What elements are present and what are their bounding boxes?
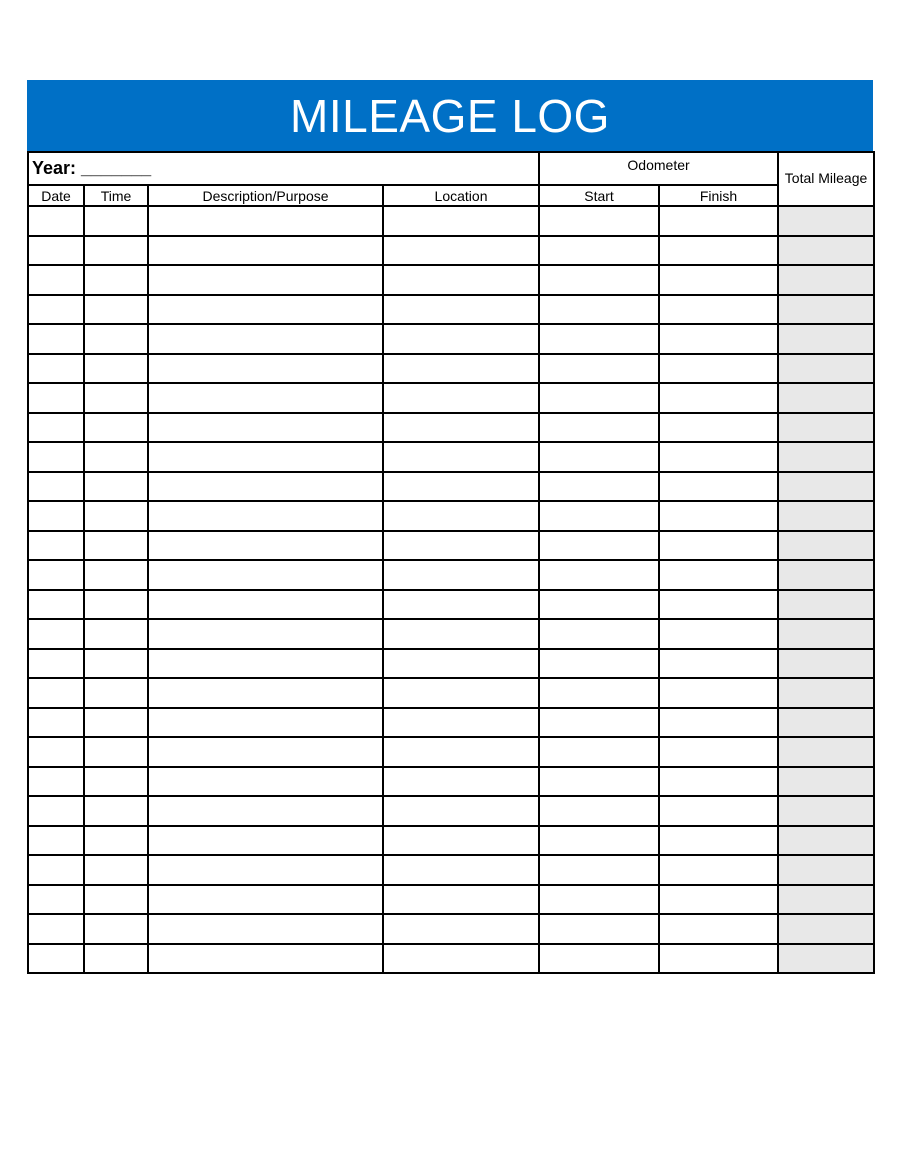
date-cell[interactable] [28, 796, 84, 826]
start-cell[interactable] [539, 531, 659, 561]
total-mileage-cell[interactable] [778, 708, 874, 738]
start-cell[interactable] [539, 354, 659, 384]
location-cell[interactable] [383, 295, 539, 325]
location-cell[interactable] [383, 619, 539, 649]
table-row [28, 324, 874, 354]
total-mileage-cell[interactable] [778, 265, 874, 295]
table-row [28, 560, 874, 590]
finish-cell[interactable] [659, 472, 778, 502]
finish-cell[interactable] [659, 354, 778, 384]
start-cell[interactable] [539, 796, 659, 826]
date-cell[interactable] [28, 442, 84, 472]
description-cell[interactable] [148, 501, 383, 531]
start-cell[interactable] [539, 383, 659, 413]
time-cell[interactable] [84, 796, 148, 826]
total-mileage-cell[interactable] [778, 560, 874, 590]
table-row [28, 501, 874, 531]
date-cell[interactable] [28, 737, 84, 767]
time-cell[interactable] [84, 531, 148, 561]
start-cell[interactable] [539, 590, 659, 620]
location-cell[interactable] [383, 914, 539, 944]
description-cell[interactable] [148, 442, 383, 472]
time-cell[interactable] [84, 649, 148, 679]
location-cell[interactable] [383, 590, 539, 620]
finish-cell[interactable] [659, 796, 778, 826]
location-cell[interactable] [383, 855, 539, 885]
table-row [28, 944, 874, 974]
finish-cell[interactable] [659, 944, 778, 974]
finish-cell[interactable] [659, 855, 778, 885]
finish-cell[interactable] [659, 560, 778, 590]
time-cell[interactable] [84, 472, 148, 502]
time-cell[interactable] [84, 206, 148, 236]
date-cell[interactable] [28, 678, 84, 708]
description-cell[interactable] [148, 295, 383, 325]
description-cell[interactable] [148, 619, 383, 649]
finish-cell[interactable] [659, 708, 778, 738]
total-mileage-cell[interactable] [778, 737, 874, 767]
table-row [28, 442, 874, 472]
description-cell[interactable] [148, 678, 383, 708]
finish-cell[interactable] [659, 265, 778, 295]
time-cell[interactable] [84, 708, 148, 738]
location-cell[interactable] [383, 206, 539, 236]
mileage-log-table [27, 151, 875, 974]
finish-cell[interactable] [659, 413, 778, 443]
description-cell[interactable] [148, 206, 383, 236]
date-cell[interactable] [28, 501, 84, 531]
description-cell[interactable] [148, 383, 383, 413]
description-cell[interactable] [148, 826, 383, 856]
description-cell[interactable] [148, 767, 383, 797]
table-row [28, 206, 874, 236]
start-cell[interactable] [539, 560, 659, 590]
description-cell[interactable] [148, 708, 383, 738]
start-cell[interactable] [539, 413, 659, 443]
date-cell[interactable] [28, 236, 84, 266]
description-cell[interactable] [148, 472, 383, 502]
description-cell[interactable] [148, 590, 383, 620]
location-cell[interactable] [383, 354, 539, 384]
start-cell[interactable] [539, 708, 659, 738]
description-cell[interactable] [148, 324, 383, 354]
table-row [28, 826, 874, 856]
start-cell[interactable] [539, 619, 659, 649]
total-mileage-cell[interactable] [778, 914, 874, 944]
location-cell[interactable] [383, 236, 539, 266]
date-cell[interactable] [28, 560, 84, 590]
total-mileage-cell[interactable] [778, 295, 874, 325]
time-cell[interactable] [84, 944, 148, 974]
date-cell[interactable] [28, 206, 84, 236]
table-row [28, 885, 874, 915]
start-cell[interactable] [539, 826, 659, 856]
table-row [28, 354, 874, 384]
total-mileage-cell[interactable] [778, 885, 874, 915]
page-title: MILEAGE LOG [27, 80, 873, 151]
finish-cell[interactable] [659, 442, 778, 472]
date-cell[interactable] [28, 855, 84, 885]
finish-cell[interactable] [659, 501, 778, 531]
start-cell[interactable] [539, 944, 659, 974]
location-cell[interactable] [383, 678, 539, 708]
start-cell[interactable] [539, 767, 659, 797]
finish-cell[interactable] [659, 737, 778, 767]
date-cell[interactable] [28, 649, 84, 679]
total-mileage-cell[interactable] [778, 206, 874, 236]
location-cell[interactable] [383, 472, 539, 502]
total-mileage-header: Total Mileage [778, 152, 874, 206]
description-cell[interactable] [148, 796, 383, 826]
time-cell[interactable] [84, 324, 148, 354]
total-mileage-cell[interactable] [778, 796, 874, 826]
total-mileage-cell[interactable] [778, 324, 874, 354]
time-cell[interactable] [84, 826, 148, 856]
table-row [28, 619, 874, 649]
table-row [28, 265, 874, 295]
time-cell[interactable] [84, 501, 148, 531]
time-cell[interactable] [84, 236, 148, 266]
start-cell[interactable] [539, 855, 659, 885]
start-cell[interactable] [539, 236, 659, 266]
table-row [28, 708, 874, 738]
table-row [28, 767, 874, 797]
total-mileage-cell[interactable] [778, 590, 874, 620]
table-row [28, 737, 874, 767]
date-cell[interactable] [28, 413, 84, 443]
finish-cell[interactable] [659, 383, 778, 413]
finish-cell[interactable] [659, 914, 778, 944]
time-cell[interactable] [84, 295, 148, 325]
finish-cell[interactable] [659, 324, 778, 354]
time-cell[interactable] [84, 914, 148, 944]
start-cell[interactable] [539, 265, 659, 295]
time-header: Time [84, 185, 148, 206]
start-cell[interactable] [539, 737, 659, 767]
start-cell[interactable] [539, 885, 659, 915]
date-header: Date [28, 185, 84, 206]
table-row [28, 678, 874, 708]
date-cell[interactable] [28, 324, 84, 354]
start-header: Start [539, 185, 659, 206]
time-cell[interactable] [84, 590, 148, 620]
finish-cell[interactable] [659, 295, 778, 325]
finish-cell[interactable] [659, 619, 778, 649]
start-cell[interactable] [539, 472, 659, 502]
date-cell[interactable] [28, 885, 84, 915]
date-cell[interactable] [28, 472, 84, 502]
start-cell[interactable] [539, 678, 659, 708]
location-cell[interactable] [383, 796, 539, 826]
table-row [28, 531, 874, 561]
finish-cell[interactable] [659, 678, 778, 708]
description-cell[interactable] [148, 855, 383, 885]
description-cell[interactable] [148, 885, 383, 915]
location-cell[interactable] [383, 708, 539, 738]
time-cell[interactable] [84, 885, 148, 915]
description-cell[interactable] [148, 531, 383, 561]
date-cell[interactable] [28, 354, 84, 384]
total-mileage-cell[interactable] [778, 649, 874, 679]
date-cell[interactable] [28, 914, 84, 944]
total-mileage-cell[interactable] [778, 442, 874, 472]
start-cell[interactable] [539, 324, 659, 354]
finish-cell[interactable] [659, 531, 778, 561]
table-row [28, 413, 874, 443]
date-cell[interactable] [28, 708, 84, 738]
table-row [28, 649, 874, 679]
time-cell[interactable] [84, 265, 148, 295]
table-row [28, 796, 874, 826]
total-mileage-cell[interactable] [778, 472, 874, 502]
location-cell[interactable] [383, 767, 539, 797]
total-mileage-cell[interactable] [778, 678, 874, 708]
time-cell[interactable] [84, 678, 148, 708]
time-cell[interactable] [84, 442, 148, 472]
description-cell[interactable] [148, 236, 383, 266]
date-cell[interactable] [28, 767, 84, 797]
description-cell[interactable] [148, 413, 383, 443]
total-mileage-cell[interactable] [778, 236, 874, 266]
table-row [28, 914, 874, 944]
finish-cell[interactable] [659, 826, 778, 856]
location-cell[interactable] [383, 413, 539, 443]
start-cell[interactable] [539, 649, 659, 679]
time-cell[interactable] [84, 383, 148, 413]
table-row [28, 295, 874, 325]
date-cell[interactable] [28, 383, 84, 413]
start-cell[interactable] [539, 295, 659, 325]
location-cell[interactable] [383, 737, 539, 767]
table-row [28, 383, 874, 413]
total-mileage-cell[interactable] [778, 767, 874, 797]
description-cell[interactable] [148, 944, 383, 974]
finish-cell[interactable] [659, 649, 778, 679]
log-body [28, 206, 874, 973]
finish-cell[interactable] [659, 767, 778, 797]
location-cell[interactable] [383, 826, 539, 856]
date-cell[interactable] [28, 531, 84, 561]
location-cell[interactable] [383, 649, 539, 679]
finish-cell[interactable] [659, 206, 778, 236]
start-cell[interactable] [539, 914, 659, 944]
year-label: Year: _______ [28, 152, 539, 185]
table-row [28, 236, 874, 266]
location-header: Location [383, 185, 539, 206]
description-cell[interactable] [148, 265, 383, 295]
description-cell[interactable] [148, 737, 383, 767]
description-header: Description/Purpose [148, 185, 383, 206]
date-cell[interactable] [28, 265, 84, 295]
location-cell[interactable] [383, 383, 539, 413]
location-cell[interactable] [383, 885, 539, 915]
total-mileage-cell[interactable] [778, 619, 874, 649]
location-cell[interactable] [383, 944, 539, 974]
start-cell[interactable] [539, 442, 659, 472]
time-cell[interactable] [84, 737, 148, 767]
total-mileage-cell[interactable] [778, 855, 874, 885]
finish-cell[interactable] [659, 236, 778, 266]
description-cell[interactable] [148, 560, 383, 590]
finish-cell[interactable] [659, 885, 778, 915]
table-row [28, 472, 874, 502]
total-mileage-cell[interactable] [778, 354, 874, 384]
date-cell[interactable] [28, 590, 84, 620]
date-cell[interactable] [28, 619, 84, 649]
time-cell[interactable] [84, 354, 148, 384]
description-cell[interactable] [148, 354, 383, 384]
time-cell[interactable] [84, 855, 148, 885]
total-mileage-cell[interactable] [778, 413, 874, 443]
location-cell[interactable] [383, 560, 539, 590]
time-cell[interactable] [84, 413, 148, 443]
location-cell[interactable] [383, 531, 539, 561]
start-cell[interactable] [539, 501, 659, 531]
time-cell[interactable] [84, 560, 148, 590]
location-cell[interactable] [383, 442, 539, 472]
finish-header: Finish [659, 185, 778, 206]
location-cell[interactable] [383, 324, 539, 354]
finish-cell[interactable] [659, 590, 778, 620]
total-mileage-cell[interactable] [778, 826, 874, 856]
table-row [28, 855, 874, 885]
date-cell[interactable] [28, 295, 84, 325]
time-cell[interactable] [84, 619, 148, 649]
location-cell[interactable] [383, 501, 539, 531]
total-mileage-cell[interactable] [778, 501, 874, 531]
table-row [28, 590, 874, 620]
odometer-header: Odometer [539, 152, 778, 185]
total-mileage-cell[interactable] [778, 531, 874, 561]
description-cell[interactable] [148, 649, 383, 679]
date-cell[interactable] [28, 826, 84, 856]
total-mileage-cell[interactable] [778, 944, 874, 974]
location-cell[interactable] [383, 265, 539, 295]
description-cell[interactable] [148, 914, 383, 944]
total-mileage-cell[interactable] [778, 383, 874, 413]
time-cell[interactable] [84, 767, 148, 797]
start-cell[interactable] [539, 206, 659, 236]
date-cell[interactable] [28, 944, 84, 974]
